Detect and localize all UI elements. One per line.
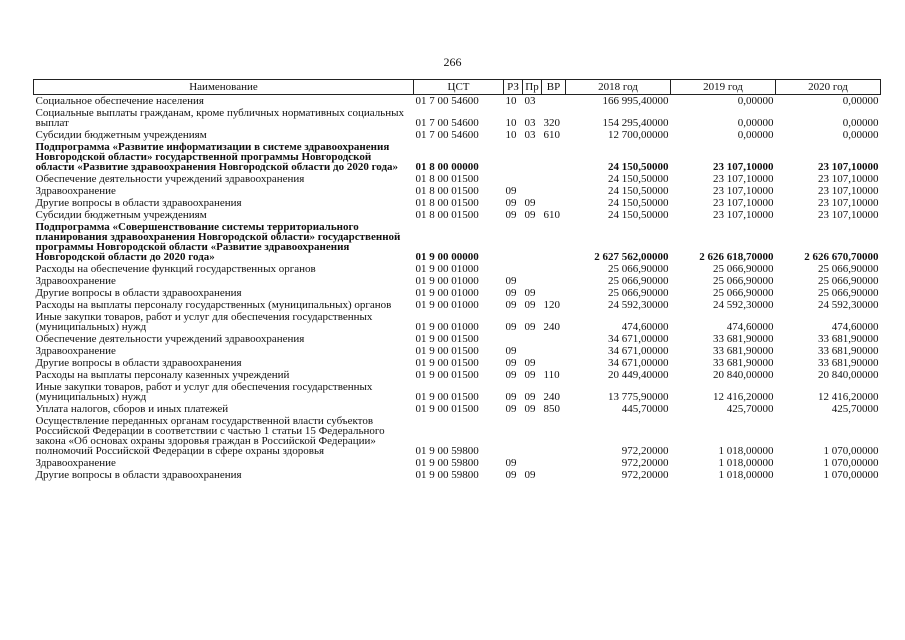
table-row — [34, 275, 881, 287]
cell-name: Подпрограмма «Развитие информатизации в системе здравоохранения Новгородской области» государственной программы Новгородской области «Развитие здравоохранения Новгородской области до 2020 года» — [35, 141, 399, 173]
cell-2020: 1 070,00000 — [823, 457, 879, 469]
cell-pr — [523, 345, 542, 357]
cell-2020: 24 592,30000 — [818, 299, 879, 311]
cell-2020: 0,00000 — [842, 95, 879, 107]
cell-2018: 2 627 562,00000 — [594, 251, 669, 263]
cell-2020: 0,00000 — [842, 117, 879, 129]
cell-2020: 25 066,90000 — [818, 287, 879, 299]
cell-cst: 01 9 00 59800 — [415, 457, 479, 469]
cell-2018: 34 671,00000 — [608, 345, 669, 357]
table-row — [34, 221, 881, 263]
cell-name: Субсидии бюджетным учреждениям — [35, 209, 207, 221]
cell-name: Здравоохранение — [35, 185, 116, 197]
cell-name: Уплата налогов, сборов и иных платежей — [35, 403, 229, 415]
cell-rz: 09 — [505, 457, 517, 469]
cell-2020: 474,60000 — [831, 321, 879, 333]
cell-cst: 01 8 00 01500 — [415, 197, 479, 209]
cell-pr — [523, 263, 542, 275]
cell-2020: 33 681,90000 — [818, 357, 879, 369]
table-row — [34, 129, 881, 141]
cell-rz: 09 — [505, 391, 517, 403]
cell-2018: 166 995,40000 — [602, 95, 669, 107]
table-row — [34, 299, 881, 311]
cell-pr: 09 — [524, 369, 536, 381]
cell-pr — [523, 275, 542, 287]
cell-vr — [542, 275, 566, 287]
page-number: 266 — [443, 55, 462, 69]
cell-2018: 24 150,50000 — [608, 161, 669, 173]
table-header-row — [34, 80, 881, 95]
cell-rz: 09 — [505, 357, 517, 369]
cell-pr: 09 — [524, 209, 536, 221]
cell-cst: 01 8 00 00000 — [415, 161, 479, 173]
cell-vr — [542, 141, 566, 173]
header-rz: РЗ — [504, 80, 523, 95]
cell-2019: 23 107,10000 — [713, 185, 774, 197]
cell-vr — [542, 185, 566, 197]
cell-vr: 320 — [543, 117, 560, 129]
cell-2018: 13 775,90000 — [608, 391, 669, 403]
cell-2019: 33 681,90000 — [713, 357, 774, 369]
cell-rz — [504, 263, 523, 275]
cell-2019: 1 018,00000 — [718, 457, 774, 469]
cell-2020: 1 070,00000 — [823, 469, 879, 481]
cell-name: Расходы на выплаты персоналу казенных учреждений — [35, 369, 290, 381]
cell-2019: 23 107,10000 — [713, 161, 774, 173]
cell-name: Другие вопросы в области здравоохранения — [35, 197, 242, 209]
table-row — [34, 357, 881, 369]
cell-pr: 03 — [524, 117, 536, 129]
cell-2019: 25 066,90000 — [713, 263, 774, 275]
cell-2018: 25 066,90000 — [608, 263, 669, 275]
table-row — [34, 415, 881, 457]
cell-rz — [504, 221, 523, 263]
cell-vr: 110 — [543, 369, 560, 381]
cell-cst: 01 9 00 01500 — [415, 403, 479, 415]
cell-name: Здравоохранение — [35, 345, 116, 357]
cell-2019: 23 107,10000 — [713, 209, 774, 221]
cell-2020: 2 626 670,70000 — [804, 251, 879, 263]
cell-2020: 12 416,20000 — [818, 391, 879, 403]
cell-2018: 154 295,40000 — [602, 117, 669, 129]
cell-cst: 01 7 00 54600 — [415, 129, 479, 141]
cell-pr — [523, 457, 542, 469]
cell-pr: 09 — [524, 299, 536, 311]
header-2020: 2020 год — [776, 80, 881, 95]
cell-2020: 23 107,10000 — [818, 185, 879, 197]
cell-2020: 25 066,90000 — [818, 263, 879, 275]
cell-pr: 03 — [524, 95, 536, 107]
cell-2019: 25 066,90000 — [713, 287, 774, 299]
cell-2020: 23 107,10000 — [818, 197, 879, 209]
cell-vr: 240 — [543, 391, 560, 403]
cell-vr — [542, 197, 566, 209]
cell-pr — [523, 333, 542, 345]
cell-cst: 01 9 00 01000 — [415, 321, 479, 333]
cell-vr — [542, 357, 566, 369]
cell-rz — [504, 415, 523, 457]
cell-rz: 09 — [505, 369, 517, 381]
table-row — [34, 209, 881, 221]
cell-cst: 01 9 00 01500 — [415, 357, 479, 369]
table-row — [34, 369, 881, 381]
cell-rz: 09 — [505, 403, 517, 415]
cell-2018: 24 150,50000 — [608, 197, 669, 209]
cell-rz: 09 — [505, 287, 517, 299]
cell-cst: 01 9 00 01500 — [415, 369, 479, 381]
cell-cst: 01 7 00 54600 — [415, 95, 479, 107]
table-row — [34, 457, 881, 469]
cell-2019: 1 018,00000 — [718, 445, 774, 457]
cell-vr — [542, 415, 566, 457]
cell-cst: 01 9 00 01500 — [415, 391, 479, 403]
cell-name: Социальные выплаты гражданам, кроме публичных нормативных социальных выплат — [35, 107, 404, 129]
header-pr: Пр — [523, 80, 542, 95]
header-2019: 2019 год — [671, 80, 776, 95]
cell-2018: 24 150,50000 — [608, 173, 669, 185]
cell-rz: 09 — [505, 197, 517, 209]
cell-2019: 474,60000 — [726, 321, 774, 333]
cell-name: Здравоохранение — [35, 275, 116, 287]
cell-vr — [542, 457, 566, 469]
header-2018: 2018 год — [566, 80, 671, 95]
cell-cst: 01 9 00 59800 — [415, 469, 479, 481]
cell-rz — [504, 173, 523, 185]
cell-2018: 34 671,00000 — [608, 357, 669, 369]
table-row — [34, 107, 881, 129]
cell-cst: 01 9 00 01000 — [415, 299, 479, 311]
cell-2018: 972,20000 — [621, 445, 669, 457]
cell-rz: 09 — [505, 185, 517, 197]
cell-2020: 0,00000 — [842, 129, 879, 141]
cell-vr: 240 — [543, 321, 560, 333]
table-row — [34, 197, 881, 209]
cell-2020: 425,70000 — [831, 403, 879, 415]
cell-vr: 850 — [543, 403, 560, 415]
cell-2019: 1 018,00000 — [718, 469, 774, 481]
cell-pr: 09 — [524, 321, 536, 333]
table-row — [34, 263, 881, 275]
cell-rz — [504, 141, 523, 173]
cell-2018: 24 592,30000 — [608, 299, 669, 311]
cell-rz: 10 — [505, 95, 517, 107]
cell-2019: 0,00000 — [737, 95, 774, 107]
cell-pr — [523, 185, 542, 197]
cell-name: Здравоохранение — [35, 457, 116, 469]
cell-pr — [523, 221, 542, 263]
cell-cst: 01 9 00 01000 — [415, 287, 479, 299]
cell-2020: 1 070,00000 — [823, 445, 879, 457]
cell-pr — [523, 415, 542, 457]
table-row — [34, 381, 881, 403]
cell-name: Подпрограмма «Совершенствование системы территориального планирования здравоохранения Новгородской области» государственной программы Новгородской области «Развитие здравоохранения Новгородской области до 2020 года» — [35, 221, 401, 263]
cell-2020: 20 840,00000 — [818, 369, 879, 381]
header-name: Наименование — [34, 80, 414, 95]
cell-cst: 01 9 00 59800 — [415, 445, 479, 457]
cell-2019: 20 840,00000 — [713, 369, 774, 381]
cell-2020: 25 066,90000 — [818, 275, 879, 287]
cell-vr — [542, 221, 566, 263]
cell-vr — [542, 263, 566, 275]
table-row — [34, 95, 881, 108]
cell-vr — [542, 287, 566, 299]
cell-2019: 33 681,90000 — [713, 333, 774, 345]
cell-vr — [542, 333, 566, 345]
cell-cst: 01 9 00 01000 — [415, 263, 479, 275]
cell-2019: 23 107,10000 — [713, 197, 774, 209]
cell-cst: 01 8 00 01500 — [415, 209, 479, 221]
cell-rz: 09 — [505, 321, 517, 333]
cell-2019: 25 066,90000 — [713, 275, 774, 287]
cell-vr: 120 — [543, 299, 560, 311]
cell-2020: 23 107,10000 — [818, 161, 879, 173]
cell-2019: 425,70000 — [726, 403, 774, 415]
table-row — [34, 173, 881, 185]
cell-2018: 25 066,90000 — [608, 287, 669, 299]
cell-2018: 24 150,50000 — [608, 209, 669, 221]
cell-pr: 09 — [524, 197, 536, 209]
cell-2018: 24 150,50000 — [608, 185, 669, 197]
cell-pr: 09 — [524, 287, 536, 299]
cell-vr — [542, 173, 566, 185]
cell-pr: 09 — [524, 469, 536, 481]
cell-2018: 972,20000 — [621, 457, 669, 469]
cell-vr: 610 — [543, 209, 560, 221]
cell-2018: 25 066,90000 — [608, 275, 669, 287]
table-row — [34, 345, 881, 357]
cell-name: Осуществление переданных органам государственной власти субъектов Российской Федерации в соответствии с частью 1 статьи 15 Федерального закона «Об основах охраны здоровья граждан в Российской Федерации» полномочий Российской Федерации в сфере охраны здоровья — [35, 415, 385, 457]
cell-2020: 33 681,90000 — [818, 333, 879, 345]
cell-vr — [542, 345, 566, 357]
cell-vr — [542, 95, 566, 108]
table-row — [34, 311, 881, 333]
table-row — [34, 403, 881, 415]
cell-2018: 34 671,00000 — [608, 333, 669, 345]
cell-pr — [523, 173, 542, 185]
cell-name: Другие вопросы в области здравоохранения — [35, 357, 242, 369]
cell-cst: 01 7 00 54600 — [415, 117, 479, 129]
cell-cst: 01 9 00 00000 — [415, 251, 479, 263]
cell-2020: 23 107,10000 — [818, 209, 879, 221]
table-row — [34, 141, 881, 173]
cell-rz: 09 — [505, 345, 517, 357]
table-row — [34, 287, 881, 299]
cell-name: Субсидии бюджетным учреждениям — [35, 129, 207, 141]
cell-2018: 972,20000 — [621, 469, 669, 481]
cell-name: Расходы на выплаты персоналу государственных (муниципальных) органов — [35, 299, 392, 311]
cell-2018: 445,70000 — [621, 403, 669, 415]
cell-name: Обеспечение деятельности учреждений здравоохранения — [35, 333, 305, 345]
cell-cst: 01 9 00 01500 — [415, 333, 479, 345]
cell-2019: 23 107,10000 — [713, 173, 774, 185]
cell-2019: 2 626 618,70000 — [699, 251, 774, 263]
cell-cst: 01 9 00 01500 — [415, 345, 479, 357]
cell-2019: 33 681,90000 — [713, 345, 774, 357]
cell-rz: 09 — [505, 469, 517, 481]
cell-name: Иные закупки товаров, работ и услуг для обеспечения государственных (муниципальных) нужд — [35, 381, 373, 403]
cell-2018: 12 700,00000 — [608, 129, 669, 141]
header-vr: ВР — [542, 80, 566, 95]
budget-table — [33, 79, 881, 481]
cell-2018: 20 449,40000 — [608, 369, 669, 381]
cell-2019: 0,00000 — [737, 129, 774, 141]
cell-2020: 33 681,90000 — [818, 345, 879, 357]
cell-name: Обеспечение деятельности учреждений здравоохранения — [35, 173, 305, 185]
header-cst: ЦСТ — [414, 80, 504, 95]
cell-rz: 09 — [505, 275, 517, 287]
cell-name: Иные закупки товаров, работ и услуг для обеспечения государственных (муниципальных) нужд — [35, 311, 373, 333]
cell-2019: 0,00000 — [737, 117, 774, 129]
cell-rz: 10 — [505, 129, 517, 141]
cell-pr: 03 — [524, 129, 536, 141]
table-body — [34, 95, 881, 482]
cell-2019: 24 592,30000 — [713, 299, 774, 311]
cell-rz: 09 — [505, 299, 517, 311]
cell-rz: 09 — [505, 209, 517, 221]
table-row — [34, 333, 881, 345]
cell-name: Другие вопросы в области здравоохранения — [35, 469, 242, 481]
cell-name: Расходы на обеспечение функций государственных органов — [35, 263, 316, 275]
cell-vr — [542, 469, 566, 481]
cell-cst: 01 8 00 01500 — [415, 173, 479, 185]
cell-2020: 23 107,10000 — [818, 173, 879, 185]
cell-2018: 474,60000 — [621, 321, 669, 333]
table-row — [34, 185, 881, 197]
cell-cst: 01 9 00 01000 — [415, 275, 479, 287]
cell-pr: 09 — [524, 391, 536, 403]
cell-pr — [523, 141, 542, 173]
cell-cst: 01 8 00 01500 — [415, 185, 479, 197]
cell-2019: 12 416,20000 — [713, 391, 774, 403]
cell-pr: 09 — [524, 403, 536, 415]
cell-rz: 10 — [505, 117, 517, 129]
table-row — [34, 469, 881, 481]
cell-name: Социальное обеспечение населения — [35, 95, 204, 107]
cell-vr: 610 — [543, 129, 560, 141]
cell-pr: 09 — [524, 357, 536, 369]
cell-name: Другие вопросы в области здравоохранения — [35, 287, 242, 299]
cell-rz — [504, 333, 523, 345]
